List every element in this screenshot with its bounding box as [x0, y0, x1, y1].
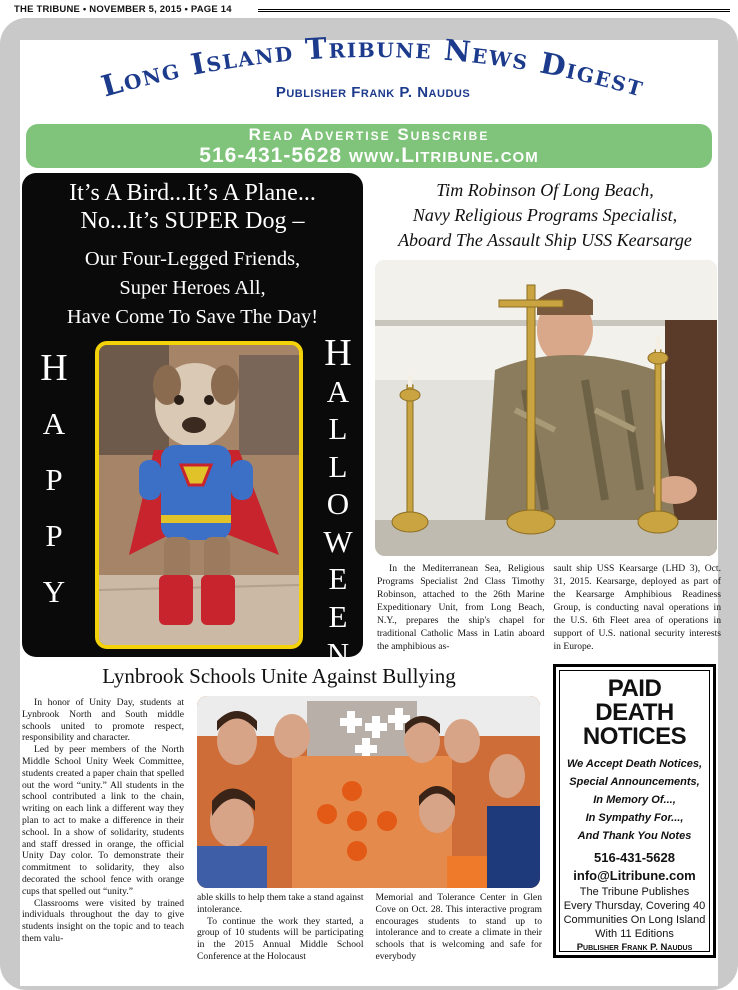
- students-illustration: [197, 696, 540, 888]
- notices-heading: PAID: [607, 675, 662, 702]
- subscribe-banner[interactable]: [26, 124, 712, 168]
- halloween-letter: E: [328, 561, 348, 596]
- navy-headline: [370, 178, 720, 253]
- chapel-illustration: [375, 260, 717, 556]
- bullying-body-col3: Memorial and Tolerance Center in Glen Cove on Oct. 28. This interactive program encourages students to stand up to intolerance and to create a climate in their schools that is welcoming and safe for everybody: [375, 892, 542, 962]
- bullying-text: able skills to help them take a stand against intolerance.: [197, 892, 364, 915]
- notices-service: We Accept Death Notices,: [566, 758, 703, 770]
- halloween-letter: O: [326, 486, 350, 521]
- navy-body: [377, 562, 721, 662]
- navy-headline-line: Aboard The Assault Ship USS Kearsarge: [398, 230, 692, 250]
- happy-letter: H: [40, 347, 68, 389]
- banner-slogan: Read Advertise Subscribe: [248, 125, 490, 144]
- halloween-letter: L: [328, 411, 348, 446]
- notices-email[interactable]: info@Litribune.com: [573, 868, 696, 883]
- happy-letter: P: [45, 462, 63, 497]
- notices-service: In Memory Of...,: [593, 794, 676, 806]
- halloween-letter: H: [324, 332, 352, 374]
- masthead-title-art: [28, 32, 718, 124]
- notices-service: And Thank You Notes: [577, 830, 692, 842]
- bullying-headline: Lynbrook Schools Unite Against Bullying: [102, 664, 456, 688]
- masthead-publisher: Publisher Frank P. Naudus: [275, 84, 471, 101]
- halloween-sub-line: Have Come To Save The Day!: [66, 306, 319, 328]
- happy-letter: Y: [42, 574, 66, 609]
- masthead: [28, 32, 718, 124]
- happy-vertical-text: [34, 340, 74, 620]
- halloween-feature: [22, 173, 363, 671]
- bullying-text: To continue the work they started, a group of 10 students will be participating in the 2015 Annual Middle School Conference at the Holocaust: [197, 915, 364, 962]
- super-dog-photo: [95, 341, 303, 649]
- masthead-title: Long Island Tribune News Digest: [97, 32, 649, 104]
- navy-headline-line: Navy Religious Programs Specialist,: [412, 205, 678, 225]
- notices-heading: DEATH: [595, 699, 674, 726]
- running-head: THE TRIBUNE • NOVEMBER 5, 2015 • PAGE 14: [14, 4, 232, 15]
- halloween-sub-line: Super Heroes All,: [119, 277, 266, 299]
- halloween-vertical-text: [318, 332, 358, 673]
- halloween-letter: W: [323, 523, 353, 559]
- death-notices-ad: [553, 664, 716, 958]
- notices-info: Every Thursday, Covering 40: [563, 900, 706, 912]
- notices-service: Special Announcements,: [569, 776, 700, 788]
- navy-body-col1: In the Mediterranean Sea, Religious Programs Specialist 2nd Class Timothy Robinson, attached to the 26th Marine Expeditionary Unit, from Long Beach, N.Y., prepares the ship's chapel for traditional Catholic Mass in Latin aboard the amphibious as-: [377, 563, 545, 652]
- bullying-body-col1: [22, 697, 184, 945]
- notices-info: The Tribune Publishes: [579, 886, 690, 898]
- dog-illustration: [99, 345, 299, 645]
- notices-heading: NOTICES: [582, 723, 687, 750]
- bullying-paragraph: Classrooms were visited by trained individuals throughout the day to give students insight on the topic and to teach them valu-: [22, 897, 184, 944]
- header-rule: [258, 9, 730, 12]
- banner-contact[interactable]: 516-431-5628 www.Litribune.com: [199, 144, 539, 167]
- halloween-letter: N: [326, 636, 350, 671]
- navy-chapel-photo: [375, 260, 717, 556]
- halloween-letter: L: [328, 448, 348, 484]
- bullying-paragraph: In honor of Unity Day, students at Lynbrook North and South middle schools united to promote respect, responsibility and character.: [22, 697, 184, 744]
- halloween-letter: E: [328, 598, 348, 634]
- halloween-subtitle: [22, 245, 363, 332]
- bullying-paragraph: Led by peer members of the North Middle School Unity Week Committee, students created a paper chain that spelled out the word “unity.” All students in the school contributed a link to the chain, writing on each link a different way they plan to act to make a difference in their school. In a show of solidarity, students and staff dressed in orange, the official Unity Day color. To demonstrate their commitment to solidarity, they also decorated the school fence with orange cups that spelled out “unity.”: [22, 744, 184, 897]
- notices-info: With 11 Editions: [595, 928, 674, 940]
- notices-phone[interactable]: 516-431-5628: [594, 850, 675, 865]
- notices-info: Communities On Long Island: [563, 914, 706, 926]
- students-photo: [197, 696, 540, 888]
- navy-body-col2: sault ship USS Kearsarge (LHD 3), Oct. 31, 2015. Kearsarge, deployed as part of the Kearsarge Amphibious Readiness Group, is conducting naval operations in the U.S. 6th Fleet area of operations in support of U.S. national security interests in Europe.: [553, 563, 721, 652]
- navy-headline-line: Tim Robinson Of Long Beach,: [436, 180, 654, 200]
- bullying-body-col2: [197, 892, 364, 963]
- notices-service: In Sympathy For...,: [585, 812, 684, 824]
- notices-publisher: Publisher Frank P. Naudus: [576, 942, 693, 953]
- halloween-title-line: No...It’s SUPER Dog –: [80, 208, 305, 234]
- halloween-title-line: It’s A Bird...It’s A Plane...: [69, 180, 316, 206]
- halloween-title: [22, 179, 363, 235]
- death-notices-inner: [559, 670, 710, 952]
- happy-letter: P: [45, 518, 63, 553]
- halloween-sub-line: Our Four-Legged Friends,: [84, 248, 301, 270]
- bullying-body-continued: [197, 892, 542, 963]
- happy-letter: A: [42, 406, 66, 441]
- halloween-letter: A: [326, 373, 350, 409]
